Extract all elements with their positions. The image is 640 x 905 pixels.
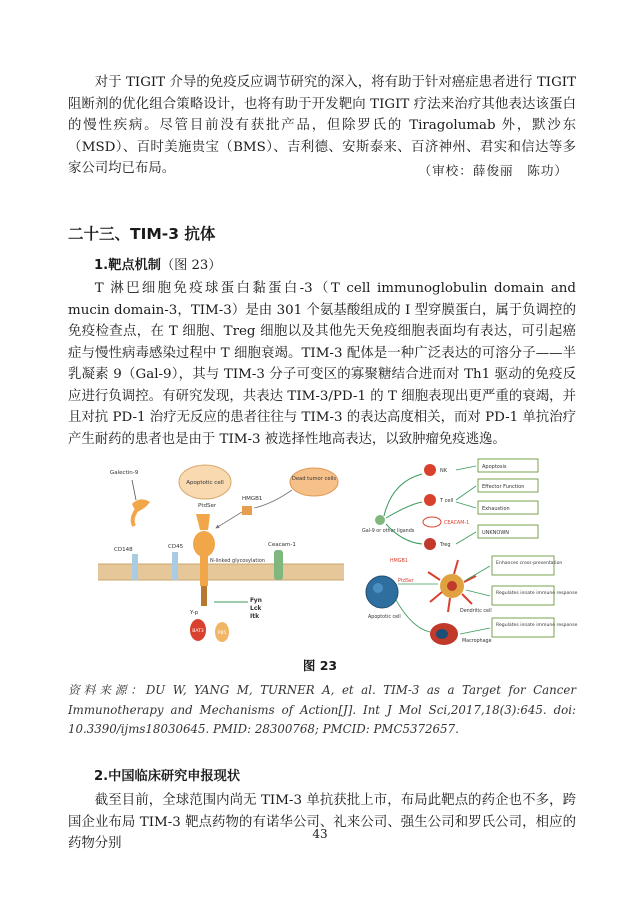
label-tcell: T cell <box>440 498 454 504</box>
box-innate-1-label: Regulates innate immune response <box>496 591 578 596</box>
tim3-ligand-domain <box>196 514 210 530</box>
label-macrophage: Macrophage <box>462 639 492 644</box>
figure-23 <box>92 452 578 652</box>
box-effector-label: Effector Function <box>482 484 525 490</box>
label-bat3: BAT3 <box>192 629 204 634</box>
gal9-ligand-dot <box>375 515 385 525</box>
page-number: 43 <box>312 827 328 841</box>
label-apoptotic-right: Apoptotic cell <box>368 615 401 620</box>
box-apoptosis-label: Apoptosis <box>482 464 507 470</box>
subsection-heading-mechanism <box>94 254 221 273</box>
label-ptdser-right: PtdSer <box>398 579 414 584</box>
hmgb1-shape <box>242 506 252 515</box>
subsection-title: 1.靶点机制 <box>94 258 161 273</box>
label-cd45: CD45 <box>168 544 184 550</box>
apoptotic-cell-right <box>366 576 398 608</box>
left-panel <box>98 465 344 642</box>
dead-tumor-cells-shape <box>290 468 338 496</box>
label-lck: Lck <box>250 605 262 612</box>
label-cd148: CD148 <box>114 547 133 553</box>
label-gal9: Gal-9 or other ligands <box>362 529 415 534</box>
treg-cell <box>424 538 436 550</box>
box-exhaustion-label: Exhaustion <box>482 506 510 512</box>
label-nk: NK <box>440 468 448 474</box>
nk-cell <box>424 464 436 476</box>
closing-paragraph: 截至目前，全球范围内尚无 TIM-3 单抗获批上市，布局此靶点的药企也不多，跨国企业布局 TIM-3 靶点药物的有诺华公司、礼来公司、强生公司和罗氏公司，相应的药物分别 <box>68 793 576 851</box>
label-p85: P85 <box>217 631 227 636</box>
figure-23-svg <box>92 452 578 652</box>
label-ceacam1: Ceacam-1 <box>268 542 296 548</box>
box-cross-presentation-label: Enhances cross-presentation <box>496 561 563 566</box>
right-panel <box>362 459 578 645</box>
figure-ref: （图 23） <box>160 258 222 273</box>
label-n-linked: N-linked glycosylation <box>210 558 265 564</box>
dendritic-cell-shape <box>428 560 476 612</box>
label-dendritic: Dendritic cell <box>460 609 492 614</box>
tim3-tail <box>201 586 207 606</box>
label-fyn: Fyn <box>250 597 262 604</box>
box-unknown-label: UNKNOWN <box>482 530 510 536</box>
section-title: 二十三、TIM-3 抗体 <box>68 225 216 243</box>
label-dead-tumor-cells: Dead tumor cells <box>291 476 337 482</box>
label-apoptotic-cell: Apoptotic cell <box>186 480 224 486</box>
label-galectin9: Galectin-9 <box>110 470 139 476</box>
label-yp: Y-p <box>190 610 199 616</box>
label-itk: Itk <box>250 613 260 620</box>
tim3-igv-domain <box>193 531 215 557</box>
tim3-stalk <box>200 556 208 586</box>
label-ceacam1-right: CEACAM-1 <box>444 521 470 526</box>
figure-source: 资料来源：DU W, YANG M, TURNER A, et al. TIM-3 as a Target for Cancer Immunotherapy and Mechanisms of Action[J]. Int J Mol Sci,2017,18(3):645. doi: 10.3390/ijms18030645. PMID: 28300768; PMCID: PMC5372657. <box>68 683 576 736</box>
subsection2-title: 2.中国临床研究申报现状 <box>94 769 241 784</box>
label-treg: Treg <box>440 542 451 548</box>
label-hmgb1: HMGB1 <box>242 496 263 502</box>
review-note: （审校：薛俊丽 陈功） <box>418 163 568 178</box>
cd148-shape <box>132 554 138 580</box>
label-hmgb1-right: HMGB1 <box>390 559 408 564</box>
subsection-heading-china <box>94 765 240 784</box>
t-cell <box>424 494 436 506</box>
intro-paragraph: 对于 TIGIT 介导的免疫反应调节研究的深入，将有助于针对癌症患者进行 TIGIT 阻断剂的优化组合策略设计，也将有助于开发靶向 TIGIT 疗法来治疗其他表达该蛋白的慢性疾病。尽管目前没有获批产品，但除罗氏的 Tiragolumab 外，默沙东（MSD）、百时美施贵宝（BMS）、吉利德、安斯泰来、百济神州、君实和信达等多家公司均已布局。 <box>68 75 576 176</box>
box-innate-2-label: Regulates innate immune response <box>496 623 578 628</box>
label-ptdser: PtdSer <box>198 503 217 509</box>
cd45-shape <box>172 552 178 580</box>
mechanism-paragraph: T 淋巴细胞免疫球蛋白黏蛋白-3（T cell immunoglobulin domain and mucin domain-3，TIM-3）是由 301 个氨基酸组成的 I 型穿膜蛋白，属于负调控的免疫检查点，在 T 细胞、Treg 细胞以及其他先天免疫细胞表面均有表达，可引起癌症与慢性病毒感染过程中 T 细胞衰竭。TIM-3 配体是一种广泛表达的可溶分子——半乳凝素 9（Gal-9），其与 TIM-3 分子可变区的寡聚糖结合进而对 Th1 驱动的免疫反应进行负调控。有研究发现，共表达 TIM-3/PD-1 的 T 细胞表现出更严重的衰竭，并且对抗 PD-1 治疗无反应的患者往往与 TIM-3 的表达高度相关，而对 PD-1 单抗治疗产生耐药的患者也是由于 TIM-3 被选择性地高表达，以致肿瘤免疫逃逸。 <box>68 281 576 447</box>
ceacam1-shape <box>274 550 283 580</box>
figure-caption: 图 23 <box>302 658 338 673</box>
